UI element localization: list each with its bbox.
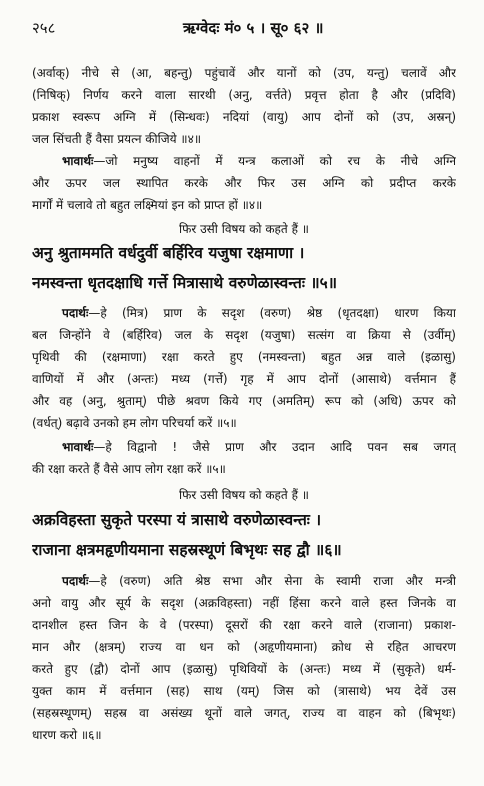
intro-line-2 <box>32 484 456 506</box>
text-line: वाणियों में और (अन्तः) मध्य (गर्त्ते) गृह में आप दोनों (आसाथे) वर्त्तमान हैं <box>32 372 456 386</box>
padartha-label: पदार्थः <box>62 306 89 320</box>
bhavartha-label: भावार्थः <box>62 154 94 168</box>
text-line <box>32 150 456 172</box>
mantra-line: अनु श्रुताममति वर्धदुर्वी बर्हिरिव यजुषा रक्षमाणा । <box>32 244 305 262</box>
text-line <box>32 302 456 324</box>
text-line: युक्त काम में वर्त्तमान (सह) साथ (यम्) जिस को (त्रासाथे) भय देवें उस <box>32 684 456 698</box>
page-number: २५८ <box>32 19 56 37</box>
text-line: बल जिन्होंने वे (बर्हिरिव) जल के सदृश (यजुषा) सत्संग वा क्रिया से (उर्वीम्) <box>32 328 456 342</box>
text-line: (निषिक्) निर्णय करने वाला सारथी (अनु, वर्त्तते) प्रवृत्त होता है और (प्रदिवि) <box>32 88 456 102</box>
mantra-1 <box>32 238 456 298</box>
padartha-text: —हे (मित्र) प्राण के सदृश (वरुण) श्रेष्ठ (धृतदक्षा) धारण किया <box>88 306 456 320</box>
text-line: जल सिंचती हैं वैसा प्रयत्न कीजिये ॥४॥ <box>32 132 202 146</box>
text-line: दानशील हस्त जिन के वे (परस्पा) दूसरों की रक्षा करने वाले (राजाना) प्रकाश- <box>32 618 456 632</box>
text-line: और वह (अनु, श्रुताम्) पीछे श्रवण किये गए (अमतिम्) रूप को (अधि) ऊपर को <box>32 394 456 408</box>
padartha-paragraph-1 <box>32 302 456 434</box>
text-line: प्रकाश स्वरूप अग्नि में (सिन्धवः) नदियां (वायु) आप दोनों को (उप, अस्रन्) <box>32 110 456 124</box>
text-line: (सहस्रस्थूणम्) सहस्र वा असंख्य थूनों वाले जगत्, राज्य वा वाहन को (बिभृथः) <box>32 706 456 720</box>
text-line <box>32 436 456 458</box>
intro-text: फिर उसी विषय को कहते हैं ॥ <box>179 488 309 502</box>
continuation-paragraph <box>32 62 456 150</box>
bhavartha-paragraph-1 <box>32 150 456 216</box>
bhavartha-text: —हे विद्वानो ! जैसे प्राण और उदान आदि पवन सब जगत् <box>93 440 456 454</box>
mantra-line: नमस्वन्ता धृतदक्षाधि गर्त्ते मित्रासाथे वरुणेळास्वन्तः ॥५॥ <box>32 274 337 292</box>
mantra-line: राजाना क्षत्रमहृणीयमाना सहस्रस्थूणं बिभृथः सह द्वौ ॥६॥ <box>32 541 342 559</box>
padartha-text: —हे (वरुण) अति श्रेष्ठ सभा और सेना के स्वामी राजा और मन्त्री <box>88 574 456 588</box>
intro-text: फिर उसी विषय को कहते हैं ॥ <box>179 222 309 236</box>
text-line: और ऊपर जल स्थापित करके और फिर उस अग्नि को प्रदीप्त करके <box>32 176 456 190</box>
text-line: पृथिवी की (रक्षमाणा) रक्षा करते हुए (नमस्वन्ता) बहुत अन्न वाले (इळासु) <box>32 350 456 364</box>
text-line: की रक्षा करते हैं वैसे आप लोग रक्षा करें ॥५॥ <box>32 462 226 476</box>
bhavartha-paragraph-2 <box>32 436 456 480</box>
text-line: (अर्वाक्) नीचे से (आ, बहन्तु) पहुंचावें और यानों को (उप, यन्तु) चलावें और <box>32 66 456 80</box>
mantra-line: अक्रविहस्ता सुकृते परस्पा यं त्रासाथे वरुणेळास्वन्तः । <box>32 511 322 529</box>
intro-line-1 <box>32 218 456 240</box>
text-line <box>32 570 456 592</box>
running-title: ऋग्वेदः मं० ५ । सू० ६२ ॥ <box>183 19 324 37</box>
page-header <box>0 18 484 42</box>
mantra-2 <box>32 505 456 565</box>
text-line: मान और (क्षत्रम्) राज्य वा धन को (अहृणीयमाना) क्रोध से रहित आचरण <box>32 640 456 654</box>
text-line: करते हुए (द्वौ) दोनों आप (इळासु) पृथिवियों के (अन्तः) मध्य में (सुकृते) धर्म- <box>32 662 456 676</box>
text-line: अनो वायु और सूर्य के सदृश (अक्रविहस्ता) नहीं हिंसा करने वाले हस्त जिनके वा <box>32 596 456 610</box>
text-line: (वर्धत्) बढ़ावे उनको हम लोग परिचर्या करें ॥५॥ <box>32 416 237 430</box>
padartha-paragraph-2 <box>32 570 456 746</box>
bhavartha-text: —जो मनुष्य वाहनों में यन्त्र कलाओं को रच के नीचे अग्नि <box>93 154 456 168</box>
text-line: धारण करो ॥६॥ <box>32 728 102 742</box>
text-line: मार्गों में चलावे तो बहुत लक्ष्मियां इन को प्राप्त हों ॥४॥ <box>32 198 263 212</box>
bhavartha-label: भावार्थः <box>62 440 94 454</box>
padartha-label: पदार्थः <box>62 574 89 588</box>
